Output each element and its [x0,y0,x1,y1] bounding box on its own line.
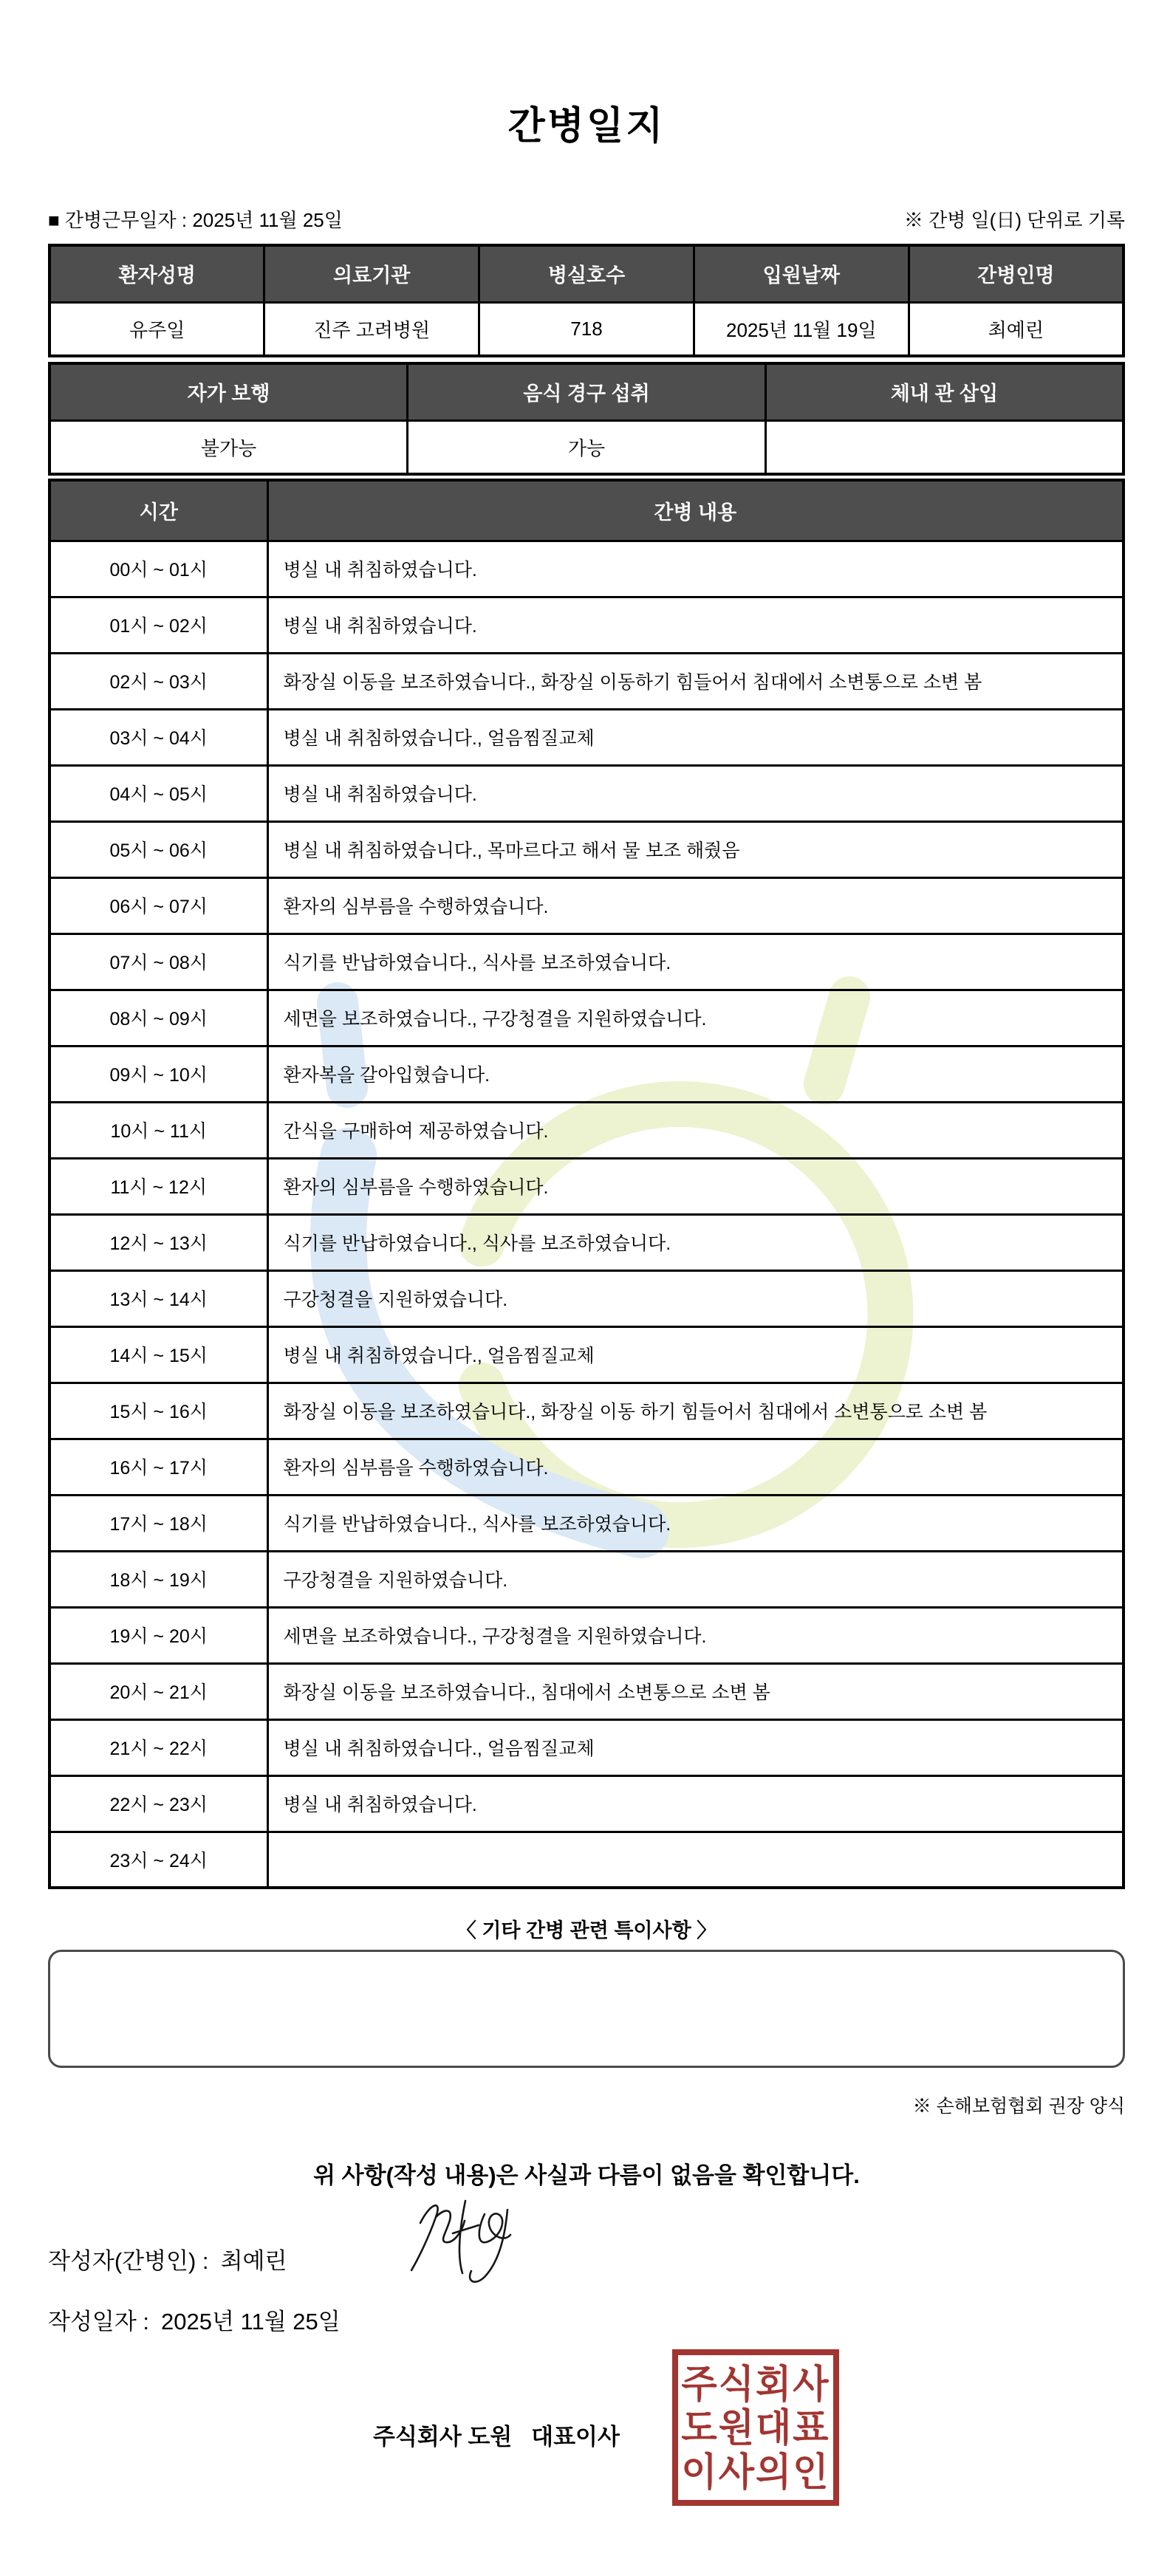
care-row [49,1326,1124,1383]
patient-name-cell: 유주일 [49,302,264,356]
status-header-cell: 음식 경구 섭취 [408,363,766,420]
meta-row [48,205,1125,233]
status-header-cell: 체내 관 삽입 [765,363,1124,420]
admission-date-cell: 2025년 11월 19일 [694,302,909,356]
care-time-cell: 16시 ~ 17시 [49,1439,267,1495]
care-time-cell: 02시 ~ 03시 [49,653,267,709]
care-row [49,1439,1124,1495]
writer-line [48,2242,287,2275]
handwritten-signature [395,2188,539,2298]
care-content-cell: 간식을 구매하여 제공하였습니다. [267,1102,1124,1158]
care-time-cell: 21시 ~ 22시 [49,1719,267,1775]
care-header-row [49,480,1124,541]
care-row [49,1775,1124,1832]
care-row [49,1383,1124,1439]
work-date-label: ■ 간병근무일자 : [48,209,188,231]
care-content-cell: 환자의 심부름을 수행하였습니다. [267,877,1124,934]
care-content-cell: 병실 내 취침하였습니다., 얼음찜질교체 [267,1719,1124,1775]
written-date-value: 2025년 11월 25일 [161,2309,341,2334]
care-row [49,934,1124,990]
care-content-cell: 식기를 반납하였습니다., 식사를 보조하였습니다. [267,1495,1124,1551]
care-content-cell: 환자의 심부름을 수행하였습니다. [267,1158,1124,1214]
writer-label: 작성자(간병인) : [48,2248,209,2274]
care-content-cell: 화장실 이동을 보조하였습니다., 화장실 이동하기 힘들어서 침대에서 소변통으로 소변 봄 [267,653,1124,709]
care-content-cell: 병실 내 취침하였습니다., 얼음찜질교체 [267,1326,1124,1383]
care-time-cell: 11시 ~ 12시 [49,1158,267,1214]
care-log-table [48,479,1125,1889]
care-row [49,1551,1124,1607]
care-time-cell: 04시 ~ 05시 [49,765,267,821]
care-row [49,765,1124,821]
care-row [49,1158,1124,1214]
work-date-line [48,205,343,233]
care-content-cell: 세면을 보조하였습니다., 구강청결을 지원하였습니다. [267,1607,1124,1663]
care-time-cell: 05시 ~ 06시 [49,821,267,877]
care-row [49,709,1124,765]
patient-header-row [49,245,1124,302]
page-title: 간병일지 [507,105,666,148]
corporate-seal-stamp [672,2349,839,2506]
care-time-cell: 19시 ~ 20시 [49,1607,267,1663]
care-time-cell: 22시 ~ 23시 [49,1775,267,1832]
patient-value-row [49,302,1124,356]
patient-status-table [48,362,1125,476]
care-row [49,990,1124,1046]
care-table-body [49,541,1124,1888]
care-time-cell: 00시 ~ 01시 [49,541,267,597]
care-content-cell: 병실 내 취침하였습니다., 얼음찜질교체 [267,709,1124,765]
care-row [49,1832,1124,1888]
patient-header-cell: 의료기관 [264,245,479,302]
care-content-cell: 병실 내 취침하였습니다. [267,765,1124,821]
writer-name: 최예린 [220,2248,287,2274]
care-content-cell: 식기를 반납하였습니다., 식사를 보조하였습니다. [267,1214,1124,1270]
room-number-cell: 718 [479,302,694,356]
special-notes-heading: 〈 기타 간병 관련 특이사항 〉 [456,1919,717,1942]
seal-text-line: 주식회사 [681,2362,830,2405]
care-row [49,1270,1124,1326]
care-row [49,1607,1124,1663]
care-content-cell: 화장실 이동을 보조하였습니다., 화장실 이동 하기 힘들어서 침대에서 소변통으로 소변 봄 [267,1383,1124,1439]
care-row [49,541,1124,597]
care-time-cell: 07시 ~ 08시 [49,934,267,990]
oral-intake-cell: 가능 [408,420,766,474]
care-time-cell: 13시 ~ 14시 [49,1270,267,1326]
care-row [49,1719,1124,1775]
care-time-cell: 23시 ~ 24시 [49,1832,267,1888]
care-row [49,821,1124,877]
patient-info-table [48,244,1125,357]
confirmation-statement: 위 사항(작성 내용)은 사실과 다름이 없음을 확인합니다. [313,2162,860,2188]
status-header-cell: 자가 보행 [49,363,408,420]
status-header-row [49,363,1124,420]
written-date-label: 작성일자 : [48,2309,150,2334]
care-content-cell: 세면을 보조하였습니다., 구강청결을 지원하였습니다. [267,990,1124,1046]
seal-text-line: 이사의인 [681,2450,830,2493]
written-date-line [48,2303,341,2336]
care-content-cell: 식기를 반납하였습니다., 식사를 보조하였습니다. [267,934,1124,990]
record-unit-note: ※ 간병 일(日) 단위로 기록 [903,209,1125,231]
time-column-header: 시간 [49,480,267,541]
content-column-header: 간병 내용 [267,480,1124,541]
self-walking-cell: 불가능 [49,420,408,474]
care-row [49,597,1124,653]
care-content-cell: 화장실 이동을 보조하였습니다., 침대에서 소변통으로 소변 봄 [267,1663,1124,1719]
medical-institution-cell: 진주 고려병원 [264,302,479,356]
care-time-cell: 12시 ~ 13시 [49,1214,267,1270]
care-time-cell: 09시 ~ 10시 [49,1046,267,1102]
patient-header-cell: 입원날짜 [694,245,909,302]
care-time-cell: 18시 ~ 19시 [49,1551,267,1607]
seal-text-line: 도원대표 [681,2405,830,2450]
care-time-cell: 14시 ~ 15시 [49,1326,267,1383]
care-content-cell [267,1832,1124,1888]
care-content-cell: 병실 내 취침하였습니다. [267,1775,1124,1832]
care-time-cell: 17시 ~ 18시 [49,1495,267,1551]
care-time-cell: 20시 ~ 21시 [49,1663,267,1719]
care-row [49,1495,1124,1551]
care-time-cell: 10시 ~ 11시 [49,1102,267,1158]
internal-tube-cell [765,420,1124,474]
special-notes-box [48,1950,1125,2068]
care-content-cell: 병실 내 취침하였습니다., 목마르다고 해서 물 보조 해줬음 [267,821,1124,877]
company-ceo-line: 주식회사 도원 대표이사 [373,2424,620,2450]
care-content-cell: 환자복을 갈아입혔습니다. [267,1046,1124,1102]
care-content-cell: 병실 내 취침하였습니다. [267,597,1124,653]
care-row [49,1046,1124,1102]
patient-header-cell: 병실호수 [479,245,694,302]
care-content-cell: 구강청결을 지원하였습니다. [267,1551,1124,1607]
care-time-cell: 06시 ~ 07시 [49,877,267,934]
care-row [49,1214,1124,1270]
care-row [49,1102,1124,1158]
status-value-row [49,420,1124,474]
care-content-cell: 환자의 심부름을 수행하였습니다. [267,1439,1124,1495]
care-row [49,877,1124,934]
caregiver-name-cell: 최예린 [909,302,1124,356]
care-time-cell: 15시 ~ 16시 [49,1383,267,1439]
care-time-cell: 01시 ~ 02시 [49,597,267,653]
care-time-cell: 08시 ~ 09시 [49,990,267,1046]
care-row [49,1663,1124,1719]
care-row [49,653,1124,709]
work-date-value: 2025년 11월 25일 [192,209,343,231]
form-note: ※ 손해보험협회 권장 양식 [912,2096,1125,2117]
care-time-cell: 03시 ~ 04시 [49,709,267,765]
care-content-cell: 병실 내 취침하였습니다. [267,541,1124,597]
patient-header-cell: 간병인명 [909,245,1124,302]
care-content-cell: 구강청결을 지원하였습니다. [267,1270,1124,1326]
patient-header-cell: 환자성명 [49,245,264,302]
